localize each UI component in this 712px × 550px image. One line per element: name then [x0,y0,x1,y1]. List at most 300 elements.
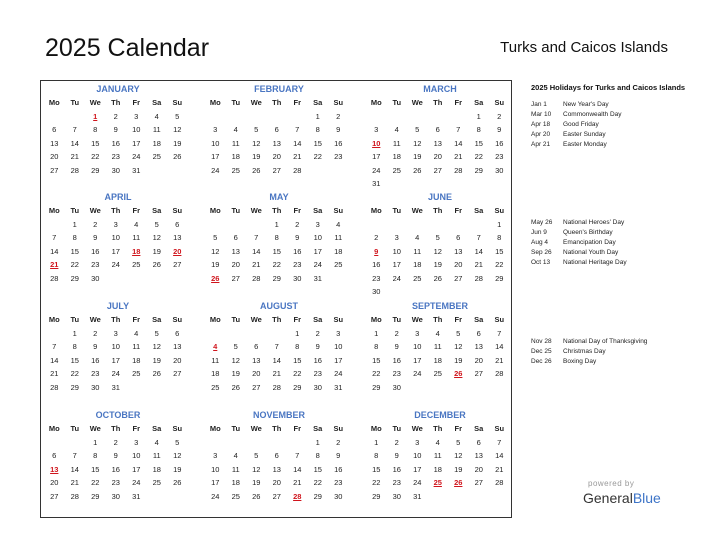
day-cell: 8 [497,233,502,242]
holiday-name: Christmas Day [563,348,606,355]
week-row [366,381,515,395]
weekday-label: Tu [231,315,241,324]
day-cell: 20 [252,369,261,378]
holiday-date: Dec 26 [531,358,552,365]
day-cell: 19 [454,355,463,365]
weekday-label: Tu [231,424,241,433]
empty-cell [428,110,449,124]
day-cell: 29 [70,273,79,283]
day-cell: 25 [132,369,141,378]
week-row [205,258,354,272]
day-cell: 21 [293,152,302,161]
day-cell: 20 [272,152,281,161]
day-cell: 15 [91,138,100,148]
day-cell: 11 [433,342,442,351]
day-cell: 4 [134,219,139,229]
empty-cell [428,490,449,504]
empty-cell [428,177,449,191]
day-cell: 28 [252,273,261,283]
day-cell: 20 [231,260,240,269]
day-cell: 5 [415,125,420,134]
day-cell: 14 [293,464,302,474]
month-name: JANUARY [96,84,140,94]
day-cell: 19 [413,152,422,161]
day-cell: 23 [372,273,381,283]
weekday-header [44,313,193,327]
weekday-label: Fr [454,315,462,324]
day-cell: 24 [313,260,322,269]
day-cell: 23 [334,478,343,487]
day-cell: 19 [252,152,261,161]
month-name: AUGUST [260,301,298,311]
day-cell: 26 [252,165,261,175]
weekday-label: Mo [209,424,221,433]
day-cell: 12 [231,355,240,365]
day-cell: 1 [274,219,279,229]
empty-cell [448,218,469,232]
week-row [205,367,354,381]
day-cell: 30 [111,491,120,501]
weekday-label: Fr [454,424,462,433]
day-cell: 28 [474,273,483,283]
day-cell: 15 [272,246,281,256]
day-cell: 29 [313,491,322,501]
day-cell: 30 [334,491,343,501]
day-cell: 16 [91,246,100,256]
week-row [205,272,354,286]
weekday-label: Mo [209,98,221,107]
holiday-date: Sep 26 [531,249,552,256]
day-cell: 17 [111,355,120,365]
empty-cell [147,272,168,286]
day-cell: 1 [315,437,320,447]
day-cell: 8 [274,233,279,242]
weekday-label: We [411,98,423,107]
holiday-date: Jan 1 [531,101,547,108]
day-cell: 8 [315,125,320,134]
week-row [205,164,354,178]
day-cell: 24 [413,478,422,487]
day-cell: 6 [476,328,481,338]
weekday-label: Th [433,315,443,324]
weekday-label: Mo [370,315,382,324]
week-row [366,218,515,232]
day-cell: 25 [152,478,161,487]
day-cell: 26 [433,273,442,283]
holiday-day-cell: 4 [213,342,218,351]
day-cell: 10 [132,125,141,134]
holiday-name: National Youth Day [563,249,619,256]
day-cell: 1 [476,111,481,121]
day-cell: 23 [495,152,504,161]
weekday-label: Su [494,424,505,433]
empty-cell [44,218,65,232]
day-cell: 18 [211,369,220,378]
day-cell: 17 [334,355,343,365]
day-cell: 13 [50,138,59,148]
day-cell: 24 [132,152,141,161]
weekday-label: We [89,98,101,107]
day-cell: 27 [231,273,240,283]
empty-cell [147,381,168,395]
weekday-label: We [250,206,262,215]
day-cell: 27 [173,369,182,378]
empty-cell [387,285,408,299]
day-cell: 1 [295,328,300,338]
empty-cell [167,490,188,504]
weekday-label: Mo [370,98,382,107]
day-cell: 28 [454,165,463,175]
holiday-date: Apr 18 [531,121,551,128]
weekday-label: Mo [48,315,60,324]
empty-cell [246,327,267,341]
day-cell: 18 [433,464,442,474]
day-cell: 18 [433,355,442,365]
weekday-label: Sa [152,98,162,107]
day-cell: 14 [495,342,504,351]
day-cell: 5 [254,125,259,134]
holiday-item [531,248,693,258]
day-cell: 27 [474,478,483,487]
day-cell: 8 [93,125,98,134]
day-cell: 25 [132,260,141,269]
week-row [44,327,193,341]
day-cell: 30 [372,287,381,296]
day-cell: 6 [52,125,57,134]
weekday-label: Fr [293,98,301,107]
weekday-label: We [411,206,423,215]
empty-cell [205,218,226,232]
day-cell: 8 [72,233,77,242]
day-cell: 24 [334,369,343,378]
country-name: Turks and Caicos Islands [500,39,668,56]
day-cell: 30 [313,382,322,392]
day-cell: 13 [252,355,261,365]
week-row [44,164,193,178]
day-cell: 5 [456,328,461,338]
week-row [366,463,515,477]
holiday-name: Queen's Birthday [563,229,613,236]
day-cell: 27 [173,260,182,269]
week-row [205,327,354,341]
day-cell: 19 [152,246,161,256]
day-cell: 15 [474,138,483,148]
day-cell: 2 [497,111,502,121]
day-cell: 5 [456,437,461,447]
day-cell: 21 [70,152,79,161]
day-cell: 1 [315,111,320,121]
weekday-label: Fr [132,315,140,324]
weekday-label: Th [272,424,282,433]
day-cell: 20 [433,152,442,161]
day-cell: 31 [313,273,322,283]
empty-cell [44,110,65,124]
week-row [44,436,193,450]
month-september [365,300,515,394]
holiday-date: Oct 13 [531,259,551,266]
day-cell: 11 [211,355,220,365]
day-cell: 1 [93,437,98,447]
day-cell: 13 [454,246,463,256]
empty-cell [448,490,469,504]
day-cell: 6 [233,233,238,242]
day-cell: 19 [211,260,220,269]
day-cell: 6 [175,219,180,229]
week-row [366,285,515,299]
weekday-label: Sa [474,98,484,107]
weekday-label: Fr [293,315,301,324]
week-row [44,354,193,368]
day-cell: 3 [394,233,399,242]
empty-cell [167,381,188,395]
day-cell: 29 [70,382,79,392]
holiday-name: Good Friday [563,121,599,128]
day-cell: 2 [93,219,98,229]
weekday-label: We [250,98,262,107]
holiday-date: Apr 21 [531,141,551,148]
day-cell: 12 [433,246,442,256]
day-cell: 11 [392,138,401,148]
day-cell: 23 [111,152,120,161]
holiday-name: Easter Monday [563,141,607,148]
day-cell: 27 [474,369,483,378]
month-april [43,191,193,285]
month-june [365,191,515,299]
day-cell: 13 [433,138,442,148]
day-cell: 16 [111,464,120,474]
day-cell: 3 [134,437,139,447]
week-row [205,354,354,368]
weekday-label: Tu [231,98,241,107]
weekday-label: Su [333,424,344,433]
day-cell: 4 [154,111,159,121]
day-cell: 7 [456,125,461,134]
day-cell: 7 [72,451,77,460]
day-cell: 12 [152,342,161,351]
day-cell: 7 [476,233,481,242]
day-cell: 11 [413,246,422,256]
day-cell: 22 [272,260,281,269]
empty-cell [44,436,65,450]
day-cell: 9 [315,342,320,351]
day-cell: 19 [454,464,463,474]
day-cell: 22 [91,478,100,487]
day-cell: 27 [272,491,281,501]
day-cell: 5 [175,111,180,121]
day-cell: 6 [435,125,440,134]
day-cell: 24 [132,478,141,487]
day-cell: 21 [474,260,483,269]
day-cell: 10 [211,138,220,148]
day-cell: 17 [211,152,220,161]
day-cell: 17 [392,260,401,269]
day-cell: 29 [91,491,100,501]
weekday-label: We [89,424,101,433]
day-cell: 2 [113,111,118,121]
day-cell: 9 [295,233,300,242]
day-cell: 25 [392,165,401,175]
day-cell: 22 [313,478,322,487]
day-cell: 18 [231,478,240,487]
holiday-day-cell: 9 [374,246,379,256]
brand-logo[interactable] [583,490,661,506]
day-cell: 4 [415,233,420,242]
day-cell: 2 [113,437,118,447]
day-cell: 20 [474,355,483,365]
holiday-name: Emancipation Day [563,239,616,246]
day-cell: 22 [495,260,504,269]
day-cell: 25 [413,273,422,283]
day-cell: 7 [254,233,259,242]
week-row [44,245,193,259]
day-cell: 12 [454,342,463,351]
week-row [205,476,354,490]
day-cell: 26 [152,369,161,378]
empty-cell [328,272,349,286]
holiday-name: National Heroes' Day [563,219,625,226]
week-row [366,354,515,368]
day-cell: 3 [213,451,218,460]
month-name: NOVEMBER [252,410,305,420]
day-cell: 30 [392,382,401,392]
day-cell: 18 [392,152,401,161]
day-cell: 7 [52,233,57,242]
day-cell: 29 [474,165,483,175]
weekday-label: Fr [454,206,462,215]
page-title: 2025 Calendar [45,34,210,62]
day-cell: 2 [336,437,341,447]
empty-cell [428,218,449,232]
week-row [44,150,193,164]
day-cell: 23 [392,369,401,378]
day-cell: 22 [293,369,302,378]
holiday-name: National Heritage Day [563,259,627,266]
weekday-label: Fr [132,424,140,433]
day-cell: 10 [132,451,141,460]
empty-cell [167,164,188,178]
day-cell: 31 [132,165,141,175]
day-cell: 11 [152,125,161,134]
day-cell: 21 [50,369,59,378]
day-cell: 11 [231,138,240,148]
day-cell: 4 [394,125,399,134]
empty-cell [407,177,428,191]
week-row [44,110,193,124]
day-cell: 15 [91,464,100,474]
day-cell: 26 [173,478,182,487]
day-cell: 7 [52,342,57,351]
empty-cell [267,110,288,124]
empty-cell [246,218,267,232]
holiday-day-cell: 20 [173,246,182,256]
day-cell: 14 [272,355,281,365]
holiday-name: Boxing Day [563,358,597,365]
weekday-label: Su [494,315,505,324]
day-cell: 22 [372,369,381,378]
day-cell: 11 [334,233,343,242]
day-cell: 22 [313,152,322,161]
powered-by-text: powered by [588,479,635,488]
day-cell: 3 [336,328,341,338]
day-cell: 8 [476,125,481,134]
weekday-label: We [89,206,101,215]
empty-cell [387,177,408,191]
weekday-label: Th [111,98,121,107]
day-cell: 7 [274,342,279,351]
day-cell: 18 [413,260,422,269]
day-cell: 27 [433,165,442,175]
day-cell: 14 [70,138,79,148]
day-cell: 16 [293,246,302,256]
day-cell: 24 [392,273,401,283]
weekday-label: Th [433,206,443,215]
holiday-item [531,357,693,367]
weekday-label: Su [494,98,505,107]
day-cell: 14 [454,138,463,148]
week-row [366,436,515,450]
day-cell: 22 [70,369,79,378]
day-cell: 3 [374,125,379,134]
day-cell: 16 [495,138,504,148]
day-cell: 4 [233,451,238,460]
week-row [366,367,515,381]
weekday-label: We [250,424,262,433]
empty-cell [267,436,288,450]
weekday-label: Tu [70,98,80,107]
weekday-header [44,422,193,436]
day-cell: 14 [70,464,79,474]
day-cell: 19 [252,478,261,487]
day-cell: 16 [334,464,343,474]
day-cell: 11 [132,342,141,351]
week-row [205,110,354,124]
day-cell: 10 [392,246,401,256]
holiday-name: National Day of Thanksgiving [563,338,648,345]
day-cell: 30 [495,165,504,175]
day-cell: 29 [372,382,381,392]
day-cell: 21 [495,464,504,474]
weekday-label: Mo [370,206,382,215]
weekday-label: Tu [70,315,80,324]
day-cell: 3 [415,437,420,447]
day-cell: 17 [313,246,322,256]
empty-cell [126,381,147,395]
day-cell: 8 [374,342,379,351]
day-cell: 12 [173,125,182,134]
day-cell: 12 [173,451,182,460]
day-cell: 6 [254,342,259,351]
day-cell: 28 [70,491,79,501]
day-cell: 28 [495,369,504,378]
week-row [205,449,354,463]
empty-cell [366,218,387,232]
day-cell: 3 [415,328,420,338]
week-row [366,327,515,341]
day-cell: 5 [175,437,180,447]
holiday-item [531,120,693,130]
holidays-title: 2025 Holidays for Turks and Caicos Islands [531,83,686,92]
weekday-label: Tu [392,206,402,215]
day-cell: 10 [313,233,322,242]
empty-cell [287,110,308,124]
month-february [204,83,354,177]
day-cell: 4 [435,437,440,447]
empty-cell [428,381,449,395]
empty-cell [407,285,428,299]
day-cell: 20 [50,152,59,161]
holiday-day-cell: 26 [454,478,463,487]
day-cell: 13 [272,138,281,148]
